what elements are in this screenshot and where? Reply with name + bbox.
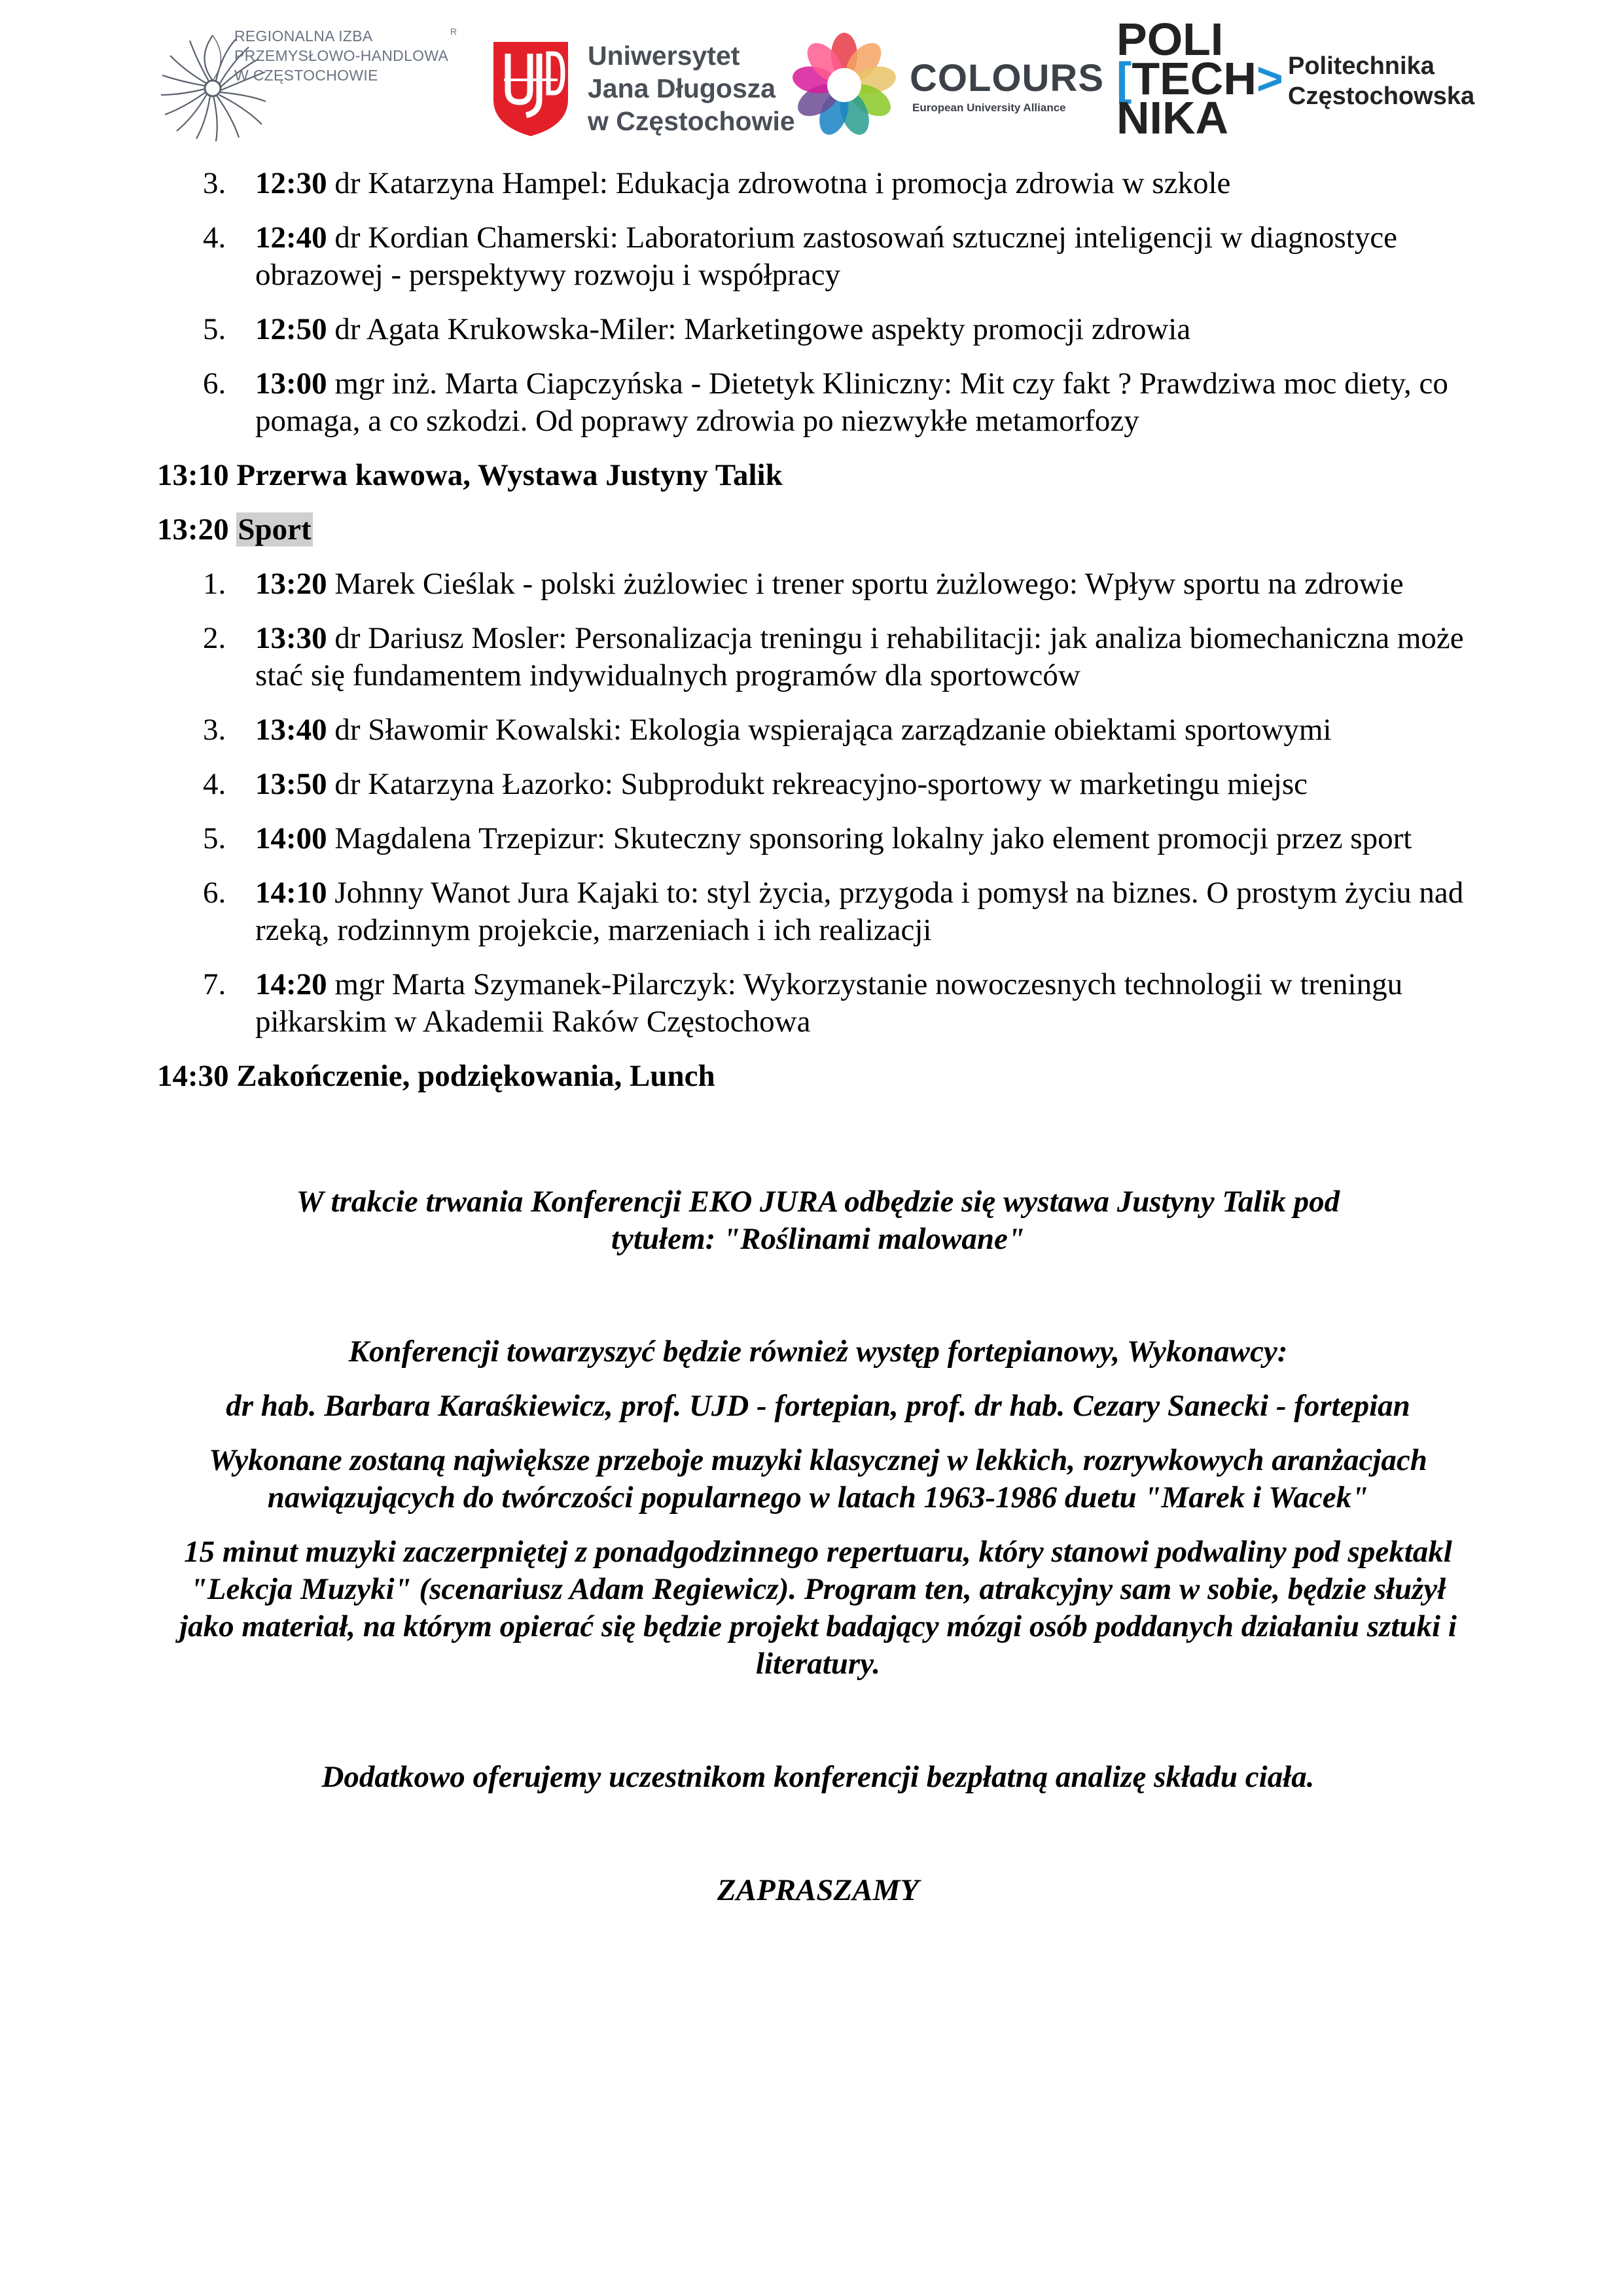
politechnika-line-2: Częstochowska <box>1288 82 1475 110</box>
performers-line: dr hab. Barbara Karaśkiewicz, prof. UJD - fortepian, prof. dr hab. Cezary Sanecki - fortepian <box>226 1389 1410 1423</box>
item-time: 14:00 <box>255 821 327 855</box>
item-time: 13:00 <box>255 367 327 401</box>
politechnika-wordmark <box>1116 14 1283 143</box>
ujd-shield-icon <box>491 39 571 137</box>
color-ring-icon <box>792 33 897 137</box>
invite-line: ZAPRASZAMY <box>717 1873 919 1907</box>
item-text: mgr Marta Szymanek-Pilarczyk: Wykorzystanie nowoczesnych technologii w treningu piłkarskim w Akademii Raków Częstochowa <box>255 967 1403 1039</box>
item-number: 6. <box>203 876 226 910</box>
item-time: 14:10 <box>255 876 327 910</box>
wordmark-line-1: POLI <box>1116 14 1224 65</box>
item-time: 13:30 <box>255 621 327 655</box>
agenda-item <box>157 365 1479 440</box>
item-number: 4. <box>203 221 226 255</box>
agenda-item <box>157 219 1479 294</box>
closing-heading: 14:30 Zakończenie, podziękowania, Lunch <box>157 1059 715 1093</box>
sport-session-heading <box>157 511 1479 548</box>
agenda-item <box>157 874 1479 949</box>
colours-subtitle: European University Alliance <box>912 101 1066 114</box>
item-text: dr Dariusz Mosler: Personalizacja treningu i rehabilitacji: jak analiza biomechaniczna może stać się fundamentem indywidualnych programów dla sportowców <box>255 621 1464 692</box>
item-number: 3. <box>203 713 226 747</box>
colours-name: COLOURS <box>910 57 1104 99</box>
item-text: mgr inż. Marta Ciapczyńska - Dietetyk Kliniczny: Mit czy fakt ? Prawdziwa moc diety, co pomaga, a co szkodzi. Od poprawy zdrowia po niezwykłe metamorfozy <box>255 367 1448 438</box>
item-number: 5. <box>203 821 226 855</box>
wordmark-line-3: NIKA <box>1116 92 1229 143</box>
politechnika-name <box>1288 51 1474 111</box>
item-number: 4. <box>203 767 226 801</box>
item-time: 12:50 <box>255 312 327 346</box>
agenda-item <box>157 966 1479 1041</box>
riph-logo <box>157 12 478 162</box>
item-number: 6. <box>203 367 226 401</box>
politechnika-logo <box>1113 12 1479 162</box>
agenda-item <box>157 711 1479 749</box>
item-number: 7. <box>203 967 226 1001</box>
agenda-item <box>157 820 1479 857</box>
registered-mark: R <box>450 26 457 37</box>
sport-session-time: 13:20 <box>157 512 237 547</box>
agenda-item <box>157 620 1479 694</box>
colours-logo <box>792 12 1106 162</box>
ujd-line-1: Uniwersytet <box>588 41 740 71</box>
item-number: 2. <box>203 621 226 655</box>
repertoire-note: 15 minut muzyki zaczerpniętej z ponadgodzinnego repertuaru, który stanowi podwaliny pod spektakl "Lekcja Muzyki" (scenariusz Adam Regiewicz). Program ten, atrakcyjny sam w sobie, będzie służył jako materiał, na którym opierać się będzie projekt badający mózgi osób poddanych działaniu sztuki i literatury. <box>179 1535 1457 1681</box>
ujd-logo <box>491 12 798 162</box>
body-analysis-note: Dodatkowo oferujemy uczestnikom konferencji bezpłatną analizę składu ciała. <box>321 1760 1315 1794</box>
item-text: dr Katarzyna Hampel: Edukacja zdrowotna i promocja zdrowia w szkole <box>327 166 1231 200</box>
item-time: 14:20 <box>255 967 327 1001</box>
item-time: 12:40 <box>255 221 327 255</box>
item-time: 12:30 <box>255 166 327 200</box>
item-text: dr Kordian Chamerski: Laboratorium zastosowań sztucznej inteligencji w diagnostyce obrazowej - perspektywy rozwoju i współpracy <box>255 221 1398 292</box>
item-text: dr Katarzyna Łazorko: Subprodukt rekreacyjno-sportowy w marketingu miejsc <box>327 767 1308 801</box>
ujd-line-3: w Częstochowie <box>588 106 795 136</box>
riph-line-1: REGIONALNA IZBA <box>234 27 373 45</box>
exhibition-note: W trakcie trwania Konferencji EKO JURA odbędzie się wystawa Justyny Talik pod tytułem: "Roślinami malowane" <box>296 1185 1340 1256</box>
item-text: dr Agata Krukowska-Miler: Marketingowe aspekty promocji zdrowia <box>327 312 1191 346</box>
concert-intro: Konferencji towarzyszyć będzie również występ fortepianowy, Wykonawcy: <box>348 1335 1288 1369</box>
item-text: Marek Cieślak - polski żużlowiec i trener sportu żużlowego: Wpływ sportu na zdrowie <box>327 567 1404 601</box>
ujd-name <box>588 39 795 137</box>
agenda-item <box>157 165 1479 202</box>
logo-bar <box>157 12 1479 162</box>
agenda-item <box>157 565 1479 603</box>
break-heading: 13:10 Przerwa kawowa, Wystawa Justyny Talik <box>157 458 783 492</box>
item-text: Magdalena Trzepizur: Skuteczny sponsoring lokalny jako element promocji przez sport <box>327 821 1412 855</box>
politechnika-line-1: Politechnika <box>1288 52 1435 80</box>
closing-notes <box>157 1183 1479 1909</box>
program-note: Wykonane zostaną największe przeboje muzyki klasycznej w lekkich, rozrywkowych aranżacjach nawiązujących do twórczości popularnego w latach 1963-1986 duetu "Marek i Wacek" <box>209 1443 1427 1515</box>
item-number: 3. <box>203 166 226 200</box>
sport-session-label: Sport <box>238 512 312 547</box>
item-number: 1. <box>203 567 226 601</box>
agenda-item <box>157 311 1479 348</box>
item-number: 5. <box>203 312 226 346</box>
riph-name <box>234 26 483 85</box>
agenda-item <box>157 766 1479 803</box>
item-time: 13:40 <box>255 713 327 747</box>
item-time: 13:20 <box>255 567 327 601</box>
riph-line-2: PRZEMYSŁOWO-HANDLOWA <box>234 47 449 64</box>
item-text: dr Sławomir Kowalski: Ekologia wspierająca zarządzanie obiektami sportowymi <box>327 713 1332 747</box>
item-text: Johnny Wanot Jura Kajaki to: styl życia, przygoda i pomysł na biznes. O prostym życiu nad rzeką, rodzinnym projekcie, marzeniach i ich realizacji <box>255 876 1464 947</box>
riph-line-3: W CZĘSTOCHOWIE <box>234 67 378 84</box>
agenda <box>157 165 1479 1112</box>
ujd-line-2: Jana Długosza <box>588 73 776 103</box>
wordmark-line-2: [TECH> <box>1116 53 1283 104</box>
item-time: 13:50 <box>255 767 327 801</box>
